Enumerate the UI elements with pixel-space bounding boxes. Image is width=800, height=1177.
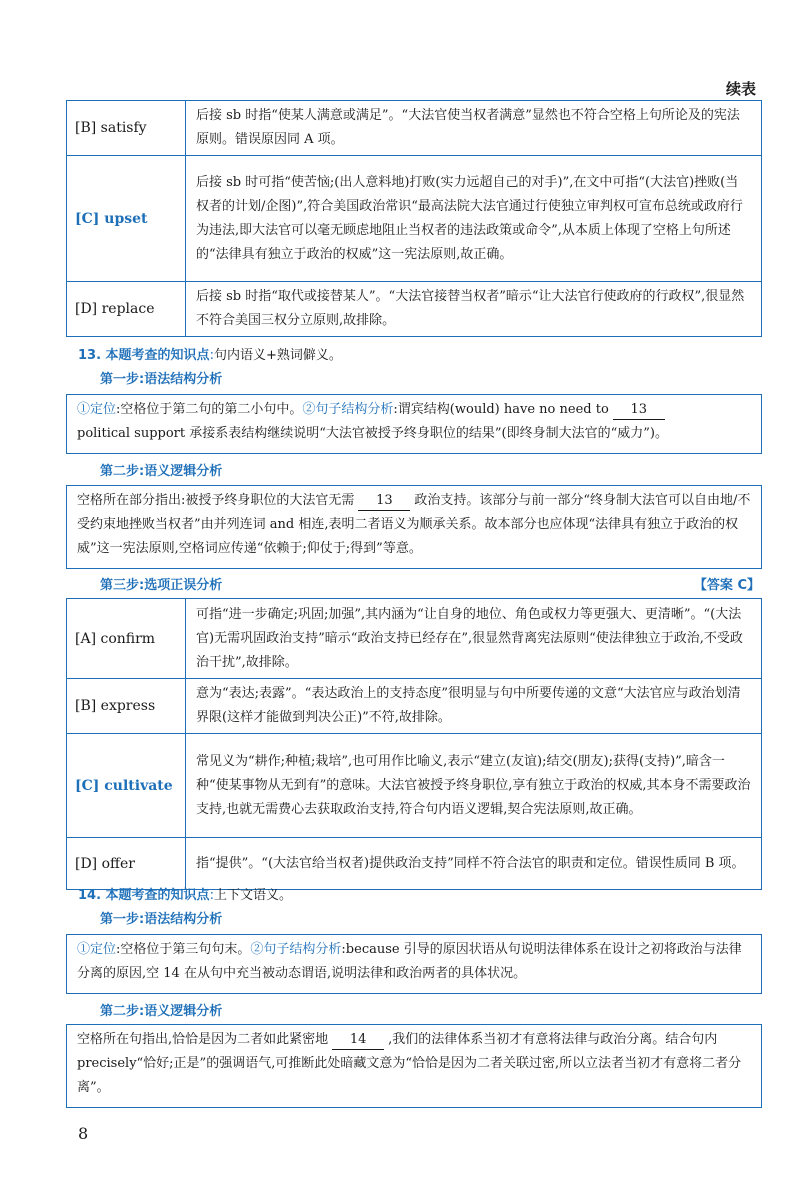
option-label: [D] offer xyxy=(67,838,186,890)
q14-heading: 14. 本题考查的知识点:上下文语义。 xyxy=(78,888,292,903)
q13-step2-title: 第二步:语义逻辑分析 xyxy=(100,464,223,479)
option-label: [A] confirm xyxy=(67,599,186,679)
location-marker: ①定位 xyxy=(77,942,117,957)
q13-heading-topic: 句内语义+熟词僻义。 xyxy=(213,348,342,363)
table-row xyxy=(67,838,762,890)
q13-heading: 13. 本题考查的知识点:句内语义+熟词僻义。 xyxy=(78,348,342,363)
q14-step2-title: 第二步:语义逻辑分析 xyxy=(100,1004,223,1019)
blank-13: 13 xyxy=(358,492,410,511)
location-marker: ①定位 xyxy=(77,402,117,417)
option-explanation: 后接 sb 时指“使某人满意或满足”。“大法官使当权者满意”显然也不符合空格上句所论及的宪法原则。错误原因同 A 项。 xyxy=(186,101,762,156)
answer-badge: 【答案 C】 xyxy=(693,578,760,593)
blank-14: 14 xyxy=(332,1031,384,1050)
option-label: [B] express xyxy=(67,679,186,734)
q13-semantic-box: 空格所在部分指出:被授予终身职位的大法官无需 13 政治支持。该部分与前一部分“终身制大法官可以自由地/不受约束地挫败当权者”由并列连词 and 相连,表明二者语义为顺承关系。故本部分也应体现“法律具有独立于政治的权威”这一宪法原则,空格词应传递“依赖于;仰仗于;得到”等意。 xyxy=(66,485,762,569)
table-row xyxy=(67,282,762,337)
q14-heading-prefix: 14. 本题考查的知识点 xyxy=(78,888,210,903)
continued-table-label: 续表 xyxy=(725,80,756,98)
option-label: [B] satisfy xyxy=(67,101,186,156)
table-row xyxy=(67,101,762,156)
option-explanation: 指“提供”。“(大法官给当权者)提供政治支持”同样不符合法官的职责和定位。错误性质同 B 项。 xyxy=(186,838,762,890)
table-row xyxy=(67,599,762,679)
option-label: [D] replace xyxy=(67,282,186,337)
table-row xyxy=(67,679,762,734)
option-explanation: 常见义为“耕作;种植;栽培”,也可用作比喻义,表示“建立(友谊);结交(朋友);获得(支持)”,暗含一种“使某事物从无到有”的意味。大法官被授予终身职位,享有独立于政治的权威,其本身不需要政治支持,也就无需费心去获取政治支持,符合句内语义逻辑,契合宪法原则,故正确。 xyxy=(186,734,762,838)
blank-13: 13 xyxy=(613,401,665,420)
q13-step1-title: 第一步:语法结构分析 xyxy=(100,372,223,387)
option-label-correct: [C] upset xyxy=(67,156,186,282)
options-table-q13 xyxy=(66,598,762,890)
q14-grammar-box: ①定位:空格位于第三句句末。②句子结构分析:because 引导的原因状语从句说明法律体系在设计之初将政治与法律分离的原因,空 14 在从句中充当被动态谓语,说明法律和政治两者的具体状况。 xyxy=(66,934,762,994)
option-explanation: 后接 sb 时可指“使苦恼;(出人意料地)打败(实力远超自己的对手)”,在文中可指“(大法官)挫败(当权者的计划/企图)”,符合美国政治常识“最高法院大法官通过行使独立审判权可宣布总统或政府行为违法,即大法官可以毫无顾虑地阻止当权者的违法政策或命令”,从本质上体现了空格上句所述的“法律具有独立于政治的权威”这一宪法原则,故正确。 xyxy=(186,156,762,282)
q13-grammar-box: ①定位:空格位于第二句的第二小句中。②句子结构分析:谓宾结构(would) have no need to 13 political support 承接系表结构继续说明“大法官被授予终身职位的结果”(即终身制大法官的“威力”)。 xyxy=(66,394,762,454)
q13-heading-prefix: 13. 本题考查的知识点 xyxy=(78,348,210,363)
options-table-q12 xyxy=(66,100,762,337)
option-explanation: 后接 sb 时指“取代或接替某人”。“大法官接替当权者”暗示“让大法官行使政府的行政权”,很显然不符合美国三权分立原则,故排除。 xyxy=(186,282,762,337)
page-number: 8 xyxy=(78,1124,89,1143)
structure-marker: ②句子结构分析 xyxy=(302,402,394,417)
q14-step1-title: 第一步:语法结构分析 xyxy=(100,912,223,927)
q14-heading-topic: 上下文语义。 xyxy=(213,888,292,903)
option-explanation: 可指“进一步确定;巩固;加强”,其内涵为“让自身的地位、角色或权力等更强大、更清晰”。“(大法官)无需巩固政治支持”暗示“政治支持已经存在”,很显然背离宪法原则“使法律独立于政治,不受政治干扰”,故排除。 xyxy=(186,599,762,679)
table-row xyxy=(67,734,762,838)
q14-semantic-box: 空格所在句指出,恰恰是因为二者如此紧密地 14 ,我们的法律体系当初才有意将法律与政治分离。结合句内 precisely“恰好;正是”的强调语气,可推断此处暗藏文意为“恰恰是因为二者关联过密,所以立法者当初才有意将二者分离”。 xyxy=(66,1024,762,1108)
structure-marker: ②句子结构分析 xyxy=(250,942,342,957)
option-explanation: 意为“表达;表露”。“表达政治上的支持态度”很明显与句中所要传递的文意“大法官应与政治划清界限(这样才能做到判决公正)”不符,故排除。 xyxy=(186,679,762,734)
option-label-correct: [C] cultivate xyxy=(67,734,186,838)
table-row xyxy=(67,156,762,282)
q13-step3-title: 第三步:选项正误分析 xyxy=(100,578,223,593)
